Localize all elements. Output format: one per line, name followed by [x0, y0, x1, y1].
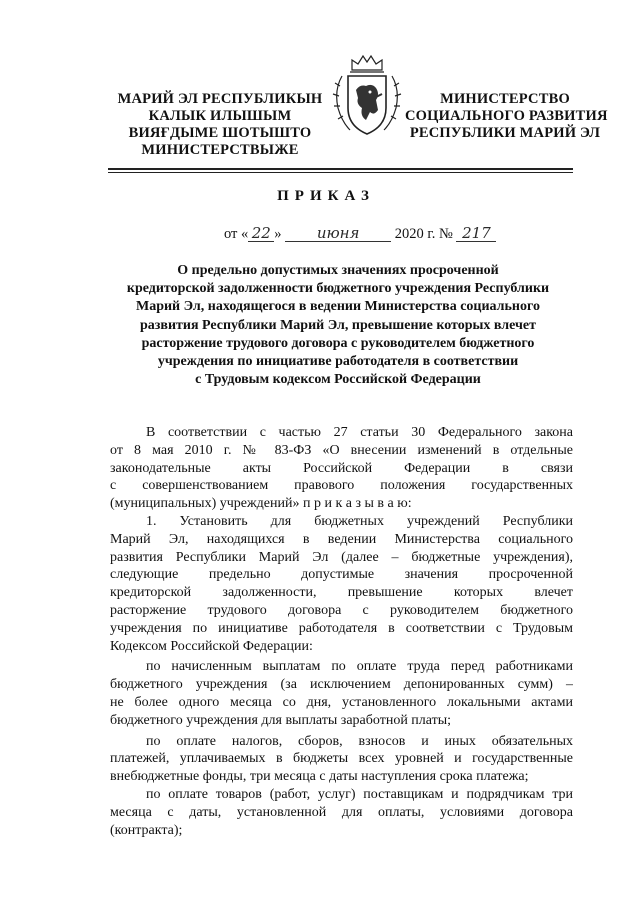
date-year: 2020 г. № [394, 226, 453, 242]
header-right-line: СОЦИАЛЬНОГО РАЗВИТИЯ [405, 108, 608, 124]
date-quote-close: » [274, 226, 282, 242]
header-right-line: МИНИСТЕРСТВО [440, 91, 570, 107]
title-line: с Трудовым кодексом Российской Федерации [195, 372, 481, 388]
body-text-line: бюджетного учреждения для выплаты заработной платы; [110, 712, 452, 728]
header-left-line: ВИЯҒДЫМЕ ШОТЫШТО [128, 125, 312, 141]
body-text-line: месяца с даты, установленной для оплаты, условиями договора [110, 804, 573, 820]
header-divider-thick [108, 168, 573, 170]
ministry-name-russian [405, 91, 608, 142]
order-body-text [110, 424, 573, 839]
body-text-line: следующие предельно допустимые значения просроченной [110, 567, 573, 583]
body-text-line: учреждения по инициативе работодателя в соответствии с Трудовым [110, 620, 573, 636]
header-left-line: КАЛЫК ИЛЫШЫМ [148, 108, 292, 124]
body-text-line: (муниципальных) учреждений» п р и к а з ы в а ю: [110, 496, 412, 512]
body-text-line: бюджетного учреждения (за исключением депонированных сумм) – [110, 677, 573, 693]
body-text-line: 1. Установить для бюджетных учреждений Республики [146, 513, 573, 529]
title-line: развития Республики Марий Эл, превышение которых влечет [139, 317, 537, 333]
header-left-line: МИНИСТЕРСТВЫЖЕ [141, 142, 299, 158]
body-text-line: не более одного месяца со дня, установленного локальными актами [110, 694, 573, 710]
body-text-line: по оплате товаров (работ, услуг) поставщикам и подрядчикам три [146, 786, 573, 802]
ministry-name-mari [110, 91, 330, 159]
order-title [104, 262, 572, 389]
body-text-line: по оплате налогов, сборов, взносов и иных обязательных [146, 733, 573, 749]
body-text-line: законодательные акты Российской Федерации в связи [110, 460, 573, 476]
body-text-line: В соответствии с частью 27 статьи 30 Федерального закона [146, 425, 573, 440]
header-right-line: РЕСПУБЛИКИ МАРИЙ ЭЛ [409, 125, 601, 141]
date-day-handwritten: 22 [248, 226, 274, 242]
body-text-line: с совершенствованием правового положения государственных [110, 478, 573, 494]
order-number-handwritten: 217 [456, 226, 496, 242]
body-text-line: по начисленным выплатам по оплате труда перед работниками [146, 659, 573, 675]
body-text-line: Кодексом Российской Федерации: [110, 638, 313, 654]
title-line: учреждения по инициативе работодателя в соответствии [157, 354, 519, 370]
body-text-line: от 8 мая 2010 г. № 83-ФЗ «О внесении изменений в отдельные [110, 442, 573, 458]
order-date-line [224, 226, 496, 243]
body-text-line: внебюджетные фонды, три месяца с даты наступления срока платежа; [110, 769, 529, 785]
body-text-line: платежей, уплачиваемых в бюджеты всех уровней и государственные [110, 751, 573, 767]
body-text-line: расторжение трудового договора с руководителем бюджетного [110, 602, 573, 618]
body-text-line: кредиторской задолженности, превышение которых влечет [110, 585, 573, 601]
title-line: кредиторской задолженности бюджетного учреждения Республики [126, 281, 550, 297]
body-text-line: Марий Эл, находящихся в ведении Министерства социального [110, 531, 573, 547]
date-month-handwritten: июня [285, 226, 391, 242]
document-type-heading: ПРИКАЗ [277, 188, 375, 204]
date-prefix: от « [224, 226, 249, 242]
header-left-line: МАРИЙ ЭЛ РЕСПУБЛИКЫН [117, 91, 323, 107]
coat-of-arms-emblem [330, 50, 404, 140]
title-line: Марий Эл, находящегося в ведении Министерства социального [135, 299, 541, 315]
body-text-line: развития Республики Марий Эл (далее – бюджетные учреждения), [110, 549, 573, 565]
title-line: О предельно допустимых значениях просроченной [177, 263, 499, 278]
header-divider-thin [108, 172, 573, 173]
title-line: расторжение трудового договора с руководителем бюджетного [141, 335, 535, 351]
body-text-line: (контракта); [110, 822, 183, 838]
